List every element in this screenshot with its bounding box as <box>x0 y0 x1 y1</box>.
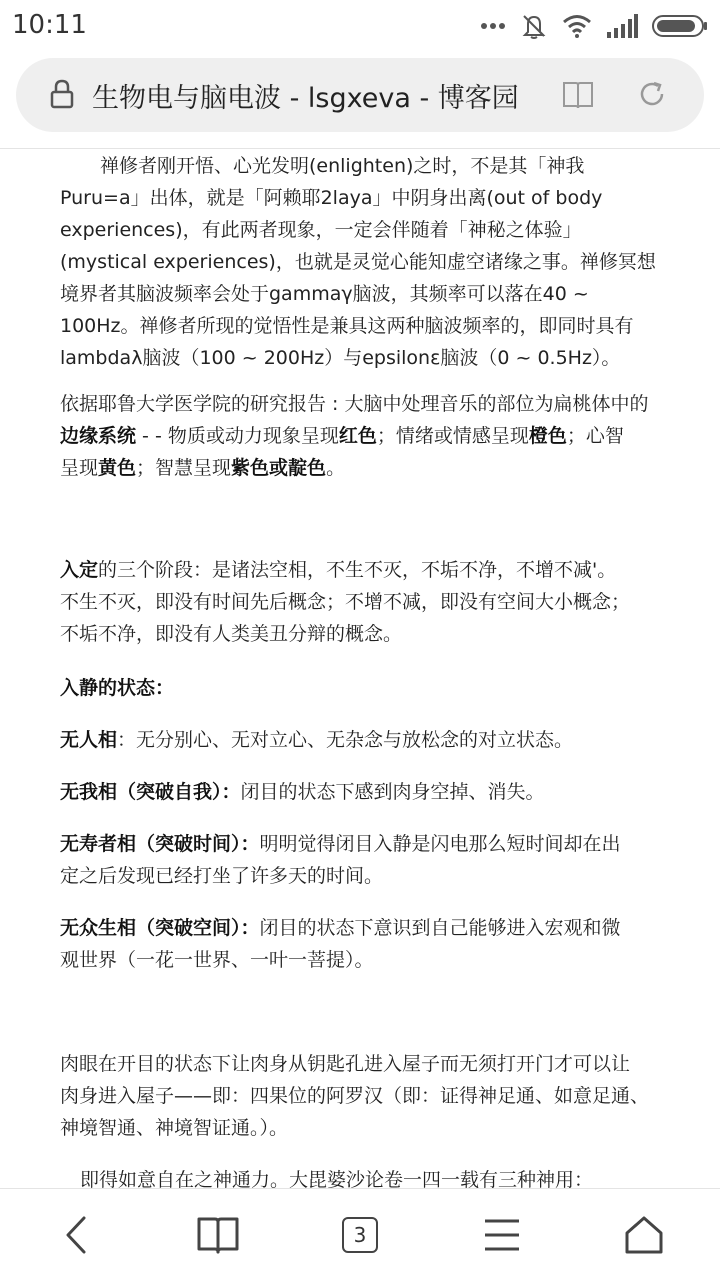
status-icons <box>480 12 708 40</box>
header-divider <box>0 148 720 149</box>
bold-text: 无人相 <box>60 729 118 751</box>
text-line: 不生不灭，即没有时间先后概念；不增不减，即没有空间大小概念； <box>60 591 631 613</box>
text-span: ；心智 <box>566 425 624 447</box>
text-span: 闭目的状态下感到肉身空掉、消失。 <box>240 781 545 803</box>
text-span: ；情绪或情感呈现 <box>376 425 529 447</box>
text-line: 定之后发现已经打坐了许多天的时间。 <box>60 865 384 887</box>
wifi-icon <box>562 14 592 38</box>
paragraph-heading-states <box>60 672 660 704</box>
url-bar[interactable] <box>16 58 704 132</box>
text-line: 肉眼在开目的状态下让肉身从钥匙孔进入屋子而无须打开门才可以让 <box>60 1053 631 1075</box>
bold-text: 橙色 <box>528 425 567 447</box>
paragraph-no-person <box>60 724 660 756</box>
menu-button[interactable] <box>472 1211 532 1259</box>
text-line: 禅修者刚开悟、心光发明(enlighten)之时，不是其「神我 <box>100 155 585 177</box>
page-title[interactable]: 生物电与脑电波 - lsgxeva - 博客园 <box>92 83 519 114</box>
text-span: 闭目的状态下意识到自己能够进入宏观和微 <box>259 917 621 939</box>
text-span: 。 <box>326 457 346 479</box>
reload-icon[interactable] <box>636 78 668 110</box>
paragraph-meditation-brainwaves <box>60 150 660 374</box>
paragraph-three-stages <box>60 554 660 650</box>
text-line: Puru=a」出体，就是「阿赖耶2laya」中阴身出离(out of body <box>60 187 603 209</box>
text-line: (mystical experiences)，也就是灵觉心能知虚空诸缘之事。禅修冥想 <box>60 251 656 273</box>
bookmarks-icon <box>196 1215 240 1255</box>
text-span: ：无分别心、无对立心、无杂念与放松念的对立状态。 <box>117 729 574 751</box>
tabs-button[interactable] <box>330 1211 390 1259</box>
paragraph-supernatural <box>60 1164 660 1188</box>
bottom-navigation <box>0 1188 720 1280</box>
text-line: 不垢不净，即没有人类美丑分辩的概念。 <box>60 623 403 645</box>
menu-icon <box>483 1218 521 1252</box>
tabs-icon <box>342 1217 378 1253</box>
text-line: 100Hz。禅修者所现的觉悟性是兼具这两种脑波频率的，即同时具有 <box>60 315 634 337</box>
text-line <box>60 672 660 704</box>
back-button[interactable] <box>46 1211 106 1259</box>
text-line: 境界者其脑波频率会处于gammaγ脑波，其频率可以落在40 ~ <box>60 283 589 305</box>
bold-text: 紫色或靛色 <box>231 457 327 479</box>
bold-text: 黄色 <box>98 457 137 479</box>
text-line: lambdaλ脑波（100 ~ 200Hz）与epsilonε脑波（0 ~ 0.5Hz）。 <box>60 347 621 369</box>
tab-count: 3 <box>342 1217 378 1253</box>
text-line <box>60 554 660 586</box>
text-line: 依据耶鲁大学医学院的研究报告 : 大脑中处理音乐的部位为扁桃体中的 <box>60 393 649 415</box>
signal-icon <box>606 14 638 38</box>
text-line <box>60 828 660 860</box>
bold-text: 边缘系统 <box>60 425 137 447</box>
text-line <box>60 912 660 944</box>
lock-icon <box>50 79 74 109</box>
battery-icon <box>652 14 708 38</box>
bold-text: 红色 <box>338 425 377 447</box>
home-button[interactable] <box>614 1211 674 1259</box>
text-span: 明明觉得闭目入静是闪电那么短时间却在出 <box>259 833 621 855</box>
text-span: 的三个阶段：是诸法空相，不生不灭，不垢不净，不增不减'。 <box>98 559 617 581</box>
back-icon <box>62 1215 90 1255</box>
more-dots-icon <box>480 21 506 31</box>
paragraph-no-beings <box>60 912 660 976</box>
text-span: 呈现 <box>60 457 99 479</box>
paragraph-yale-research <box>60 388 660 484</box>
status-time: 10:11 <box>12 10 87 40</box>
text-span: - - 物质或动力现象呈现 <box>136 425 339 447</box>
reader-mode-icon[interactable] <box>562 80 594 110</box>
paragraph-keyhole <box>60 1048 660 1144</box>
text-line: 肉身进入屋子——即：四果位的阿罗汉（即：证得神足通、如意足通、 <box>60 1085 650 1107</box>
bold-text: 入定 <box>60 559 99 581</box>
bold-text: 无寿者相（突破时间）： <box>60 833 260 855</box>
text-line <box>60 724 660 756</box>
text-line: 观世界（一花一世界、一叶一菩提）。 <box>60 949 374 971</box>
text-line <box>60 420 660 452</box>
article-content[interactable] <box>0 150 720 1188</box>
text-line <box>60 452 660 484</box>
bold-text: 无我相（突破自我）： <box>60 781 241 803</box>
paragraph-no-lifespan <box>60 828 660 892</box>
text-line: 神境智通、神境智证通。）。 <box>60 1117 289 1139</box>
mute-icon <box>520 12 548 40</box>
bold-text: 入静的状态： <box>60 677 175 699</box>
status-bar <box>0 0 720 52</box>
text-line: 即得如意自在之神通力。大毘婆沙论卷一四一载有三种神用： <box>80 1169 594 1188</box>
text-line <box>60 776 660 808</box>
bold-text: 无众生相（突破空间）： <box>60 917 260 939</box>
home-icon <box>624 1215 664 1255</box>
paragraph-no-self <box>60 776 660 808</box>
text-line: experiences)，有此两者现象，一定会伴随着「神秘之体验」 <box>60 219 582 241</box>
text-span: ；智慧呈现 <box>136 457 232 479</box>
bookmarks-button[interactable] <box>188 1211 248 1259</box>
